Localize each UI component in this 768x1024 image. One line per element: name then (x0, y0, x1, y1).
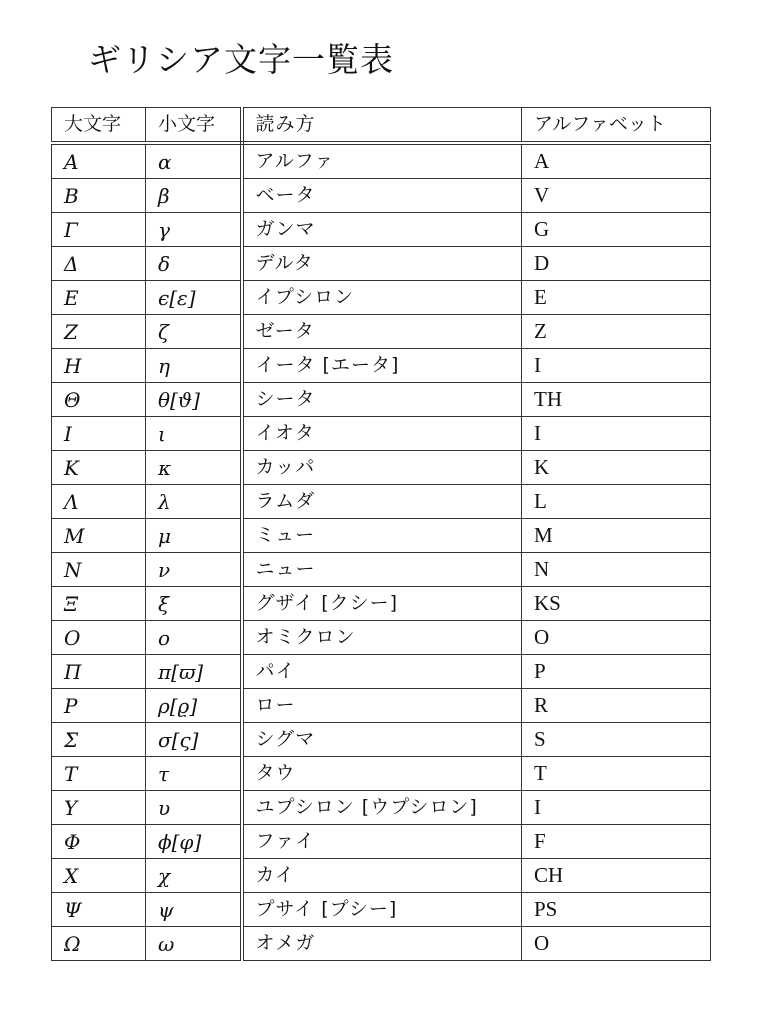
reading-cell: イプシロン (242, 281, 522, 315)
alphabet-cell: K (522, 451, 711, 485)
alphabet-cell: F (522, 825, 711, 859)
lowercase-letter-cell: γ (146, 213, 242, 247)
lowercase-letter-cell: ρ[ϱ] (146, 689, 242, 723)
uppercase-letter-cell: A (52, 143, 146, 179)
table-row (52, 825, 711, 859)
reading-cell: プサイ [プシー] (242, 893, 522, 927)
table-row (52, 757, 711, 791)
lowercase-letter-cell: ι (146, 417, 242, 451)
alphabet-cell: I (522, 417, 711, 451)
alphabet-cell: O (522, 621, 711, 655)
alphabet-cell: O (522, 927, 711, 961)
lowercase-letter-cell: ψ (146, 893, 242, 927)
alphabet-cell: D (522, 247, 711, 281)
alphabet-cell: I (522, 791, 711, 825)
alphabet-cell: N (522, 553, 711, 587)
lowercase-letter-cell: ξ (146, 587, 242, 621)
alphabet-cell: V (522, 179, 711, 213)
alphabet-cell: KS (522, 587, 711, 621)
alphabet-cell: TH (522, 383, 711, 417)
greek-alphabet-table (51, 107, 711, 961)
lowercase-letter-cell: δ (146, 247, 242, 281)
lowercase-letter-cell: ν (146, 553, 242, 587)
uppercase-letter-cell: O (52, 621, 146, 655)
table-row (52, 213, 711, 247)
alphabet-cell: M (522, 519, 711, 553)
table-row (52, 519, 711, 553)
table-row (52, 553, 711, 587)
uppercase-letter-cell: Θ (52, 383, 146, 417)
reading-cell: ユプシロン [ウプシロン] (242, 791, 522, 825)
reading-cell: カイ (242, 859, 522, 893)
reading-cell: ミュー (242, 519, 522, 553)
alphabet-cell: E (522, 281, 711, 315)
table-row (52, 143, 711, 179)
uppercase-letter-cell: Z (52, 315, 146, 349)
reading-cell: ガンマ (242, 213, 522, 247)
uppercase-letter-cell: Γ (52, 213, 146, 247)
alphabet-cell: S (522, 723, 711, 757)
uppercase-letter-cell: Ξ (52, 587, 146, 621)
table-row (52, 927, 711, 961)
uppercase-letter-cell: Υ (52, 791, 146, 825)
uppercase-letter-cell: Λ (52, 485, 146, 519)
reading-cell: オミクロン (242, 621, 522, 655)
reading-cell: アルファ (242, 143, 522, 179)
alphabet-cell: Z (522, 315, 711, 349)
reading-cell: ラムダ (242, 485, 522, 519)
lowercase-letter-cell: θ[ϑ] (146, 383, 242, 417)
lowercase-letter-cell: κ (146, 451, 242, 485)
alphabet-cell: L (522, 485, 711, 519)
lowercase-letter-cell: α (146, 143, 242, 179)
uppercase-letter-cell: P (52, 689, 146, 723)
uppercase-letter-cell: Π (52, 655, 146, 689)
reading-cell: ニュー (242, 553, 522, 587)
lowercase-letter-cell: σ[ς] (146, 723, 242, 757)
table-row (52, 179, 711, 213)
lowercase-letter-cell: λ (146, 485, 242, 519)
alphabet-cell: CH (522, 859, 711, 893)
lowercase-letter-cell: ω (146, 927, 242, 961)
uppercase-letter-cell: H (52, 349, 146, 383)
page-title: ギリシア文字一覧表 (88, 40, 394, 79)
uppercase-letter-cell: Σ (52, 723, 146, 757)
alphabet-cell: G (522, 213, 711, 247)
reading-cell: イオタ (242, 417, 522, 451)
reading-cell: ロー (242, 689, 522, 723)
alphabet-cell: PS (522, 893, 711, 927)
reading-cell: デルタ (242, 247, 522, 281)
lowercase-letter-cell: ϵ[ε] (146, 281, 242, 315)
table-row (52, 859, 711, 893)
uppercase-letter-cell: B (52, 179, 146, 213)
uppercase-letter-cell: E (52, 281, 146, 315)
uppercase-letter-cell: Ω (52, 927, 146, 961)
table-row (52, 893, 711, 927)
table-row (52, 315, 711, 349)
uppercase-letter-cell: M (52, 519, 146, 553)
reading-cell: パイ (242, 655, 522, 689)
table-row (52, 655, 711, 689)
header-alphabet: アルファベット (522, 108, 711, 144)
table-row (52, 417, 711, 451)
table-row (52, 485, 711, 519)
table-row (52, 689, 711, 723)
header-row (52, 108, 711, 144)
reading-cell: オメガ (242, 927, 522, 961)
table-row (52, 621, 711, 655)
table-row (52, 587, 711, 621)
uppercase-letter-cell: T (52, 757, 146, 791)
table-row (52, 451, 711, 485)
alphabet-cell: P (522, 655, 711, 689)
lowercase-letter-cell: τ (146, 757, 242, 791)
reading-cell: グザイ [クシー] (242, 587, 522, 621)
uppercase-letter-cell: Φ (52, 825, 146, 859)
alphabet-cell: I (522, 349, 711, 383)
uppercase-letter-cell: Δ (52, 247, 146, 281)
reading-cell: カッパ (242, 451, 522, 485)
reading-cell: タウ (242, 757, 522, 791)
alphabet-cell: T (522, 757, 711, 791)
alphabet-cell: A (522, 143, 711, 179)
reading-cell: シータ (242, 383, 522, 417)
reading-cell: ゼータ (242, 315, 522, 349)
table-row (52, 383, 711, 417)
reading-cell: ベータ (242, 179, 522, 213)
reading-cell: ファイ (242, 825, 522, 859)
uppercase-letter-cell: K (52, 451, 146, 485)
lowercase-letter-cell: ζ (146, 315, 242, 349)
table-row (52, 791, 711, 825)
lowercase-letter-cell: ϕ[φ] (146, 825, 242, 859)
reading-cell: シグマ (242, 723, 522, 757)
uppercase-letter-cell: I (52, 417, 146, 451)
header-uppercase: 大文字 (52, 108, 146, 144)
uppercase-letter-cell: N (52, 553, 146, 587)
lowercase-letter-cell: π[ϖ] (146, 655, 242, 689)
uppercase-letter-cell: X (52, 859, 146, 893)
reading-cell: イータ [エータ] (242, 349, 522, 383)
table-header (52, 108, 711, 144)
uppercase-letter-cell: Ψ (52, 893, 146, 927)
header-lowercase: 小文字 (146, 108, 242, 144)
lowercase-letter-cell: χ (146, 859, 242, 893)
lowercase-letter-cell: β (146, 179, 242, 213)
header-reading: 読み方 (242, 108, 522, 144)
table-row (52, 281, 711, 315)
table-row (52, 247, 711, 281)
lowercase-letter-cell: μ (146, 519, 242, 553)
alphabet-cell: R (522, 689, 711, 723)
table-body (52, 143, 711, 961)
lowercase-letter-cell: o (146, 621, 242, 655)
lowercase-letter-cell: η (146, 349, 242, 383)
table-row (52, 349, 711, 383)
table-row (52, 723, 711, 757)
lowercase-letter-cell: υ (146, 791, 242, 825)
